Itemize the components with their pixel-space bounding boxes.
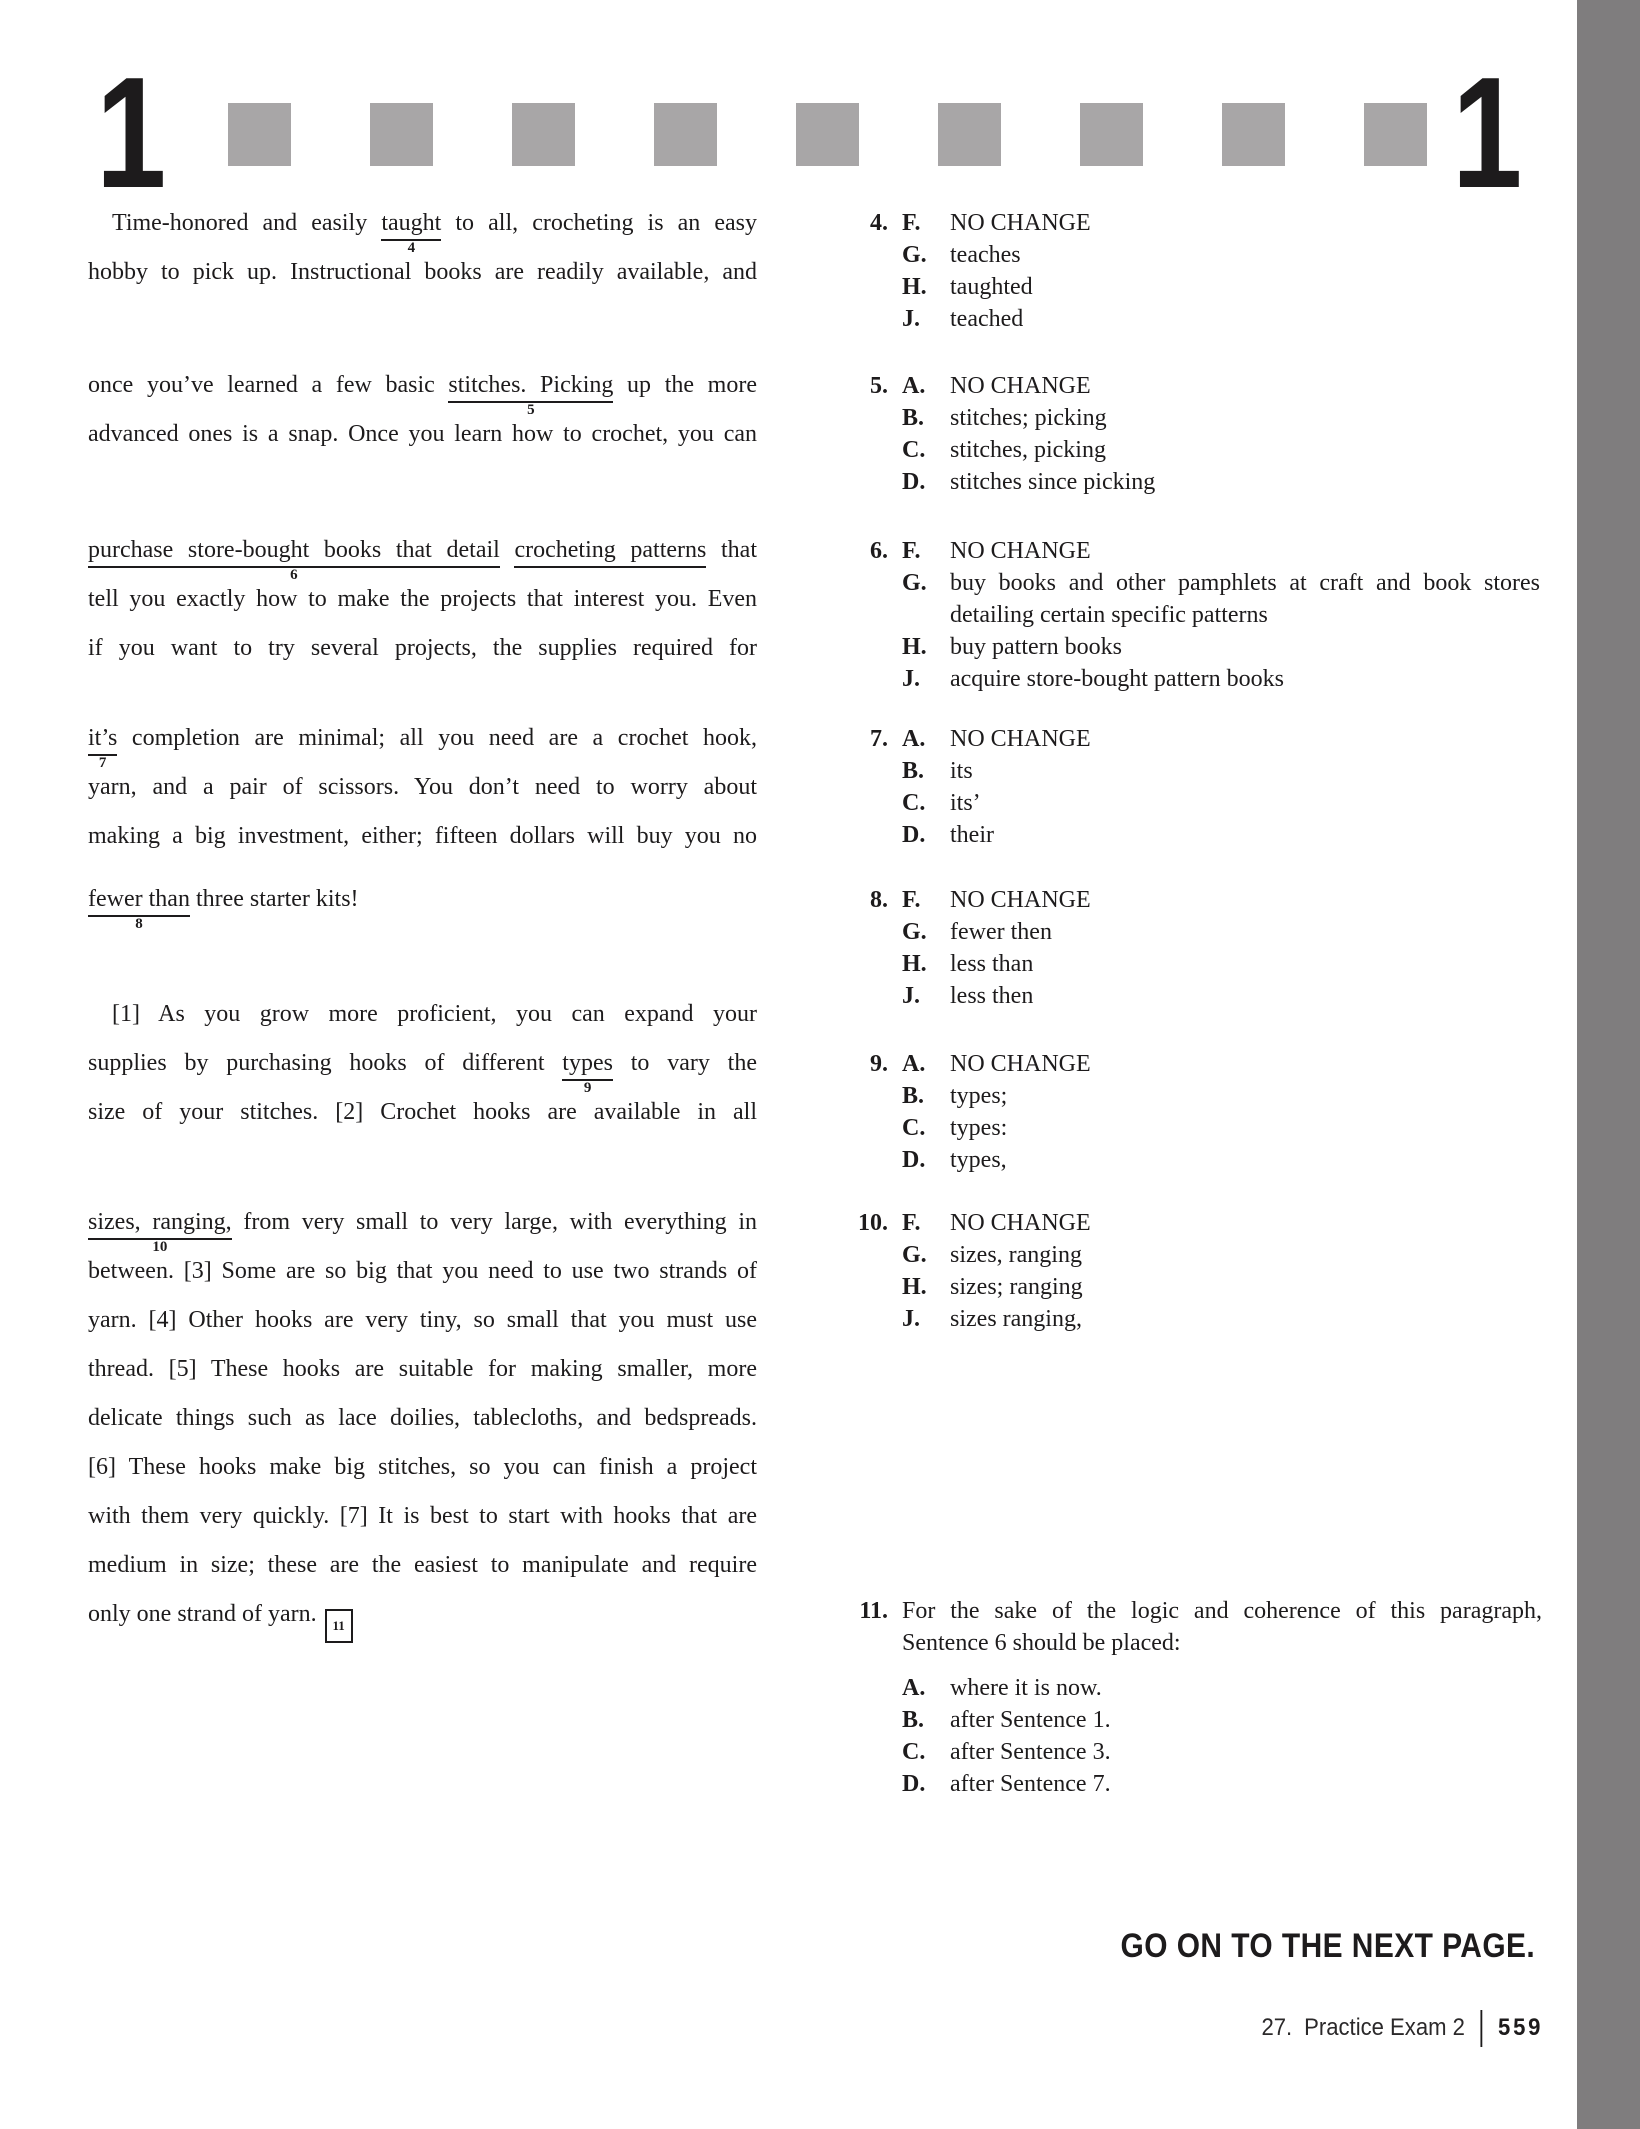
option-letter: A.	[902, 726, 926, 752]
passage-line: between. [3] Some are so big that you need to use two strands of	[88, 1258, 757, 1284]
passage-line: delicate things such as lace doilies, tablecloths, and bedspreads.	[88, 1405, 757, 1431]
question-number: 11.	[859, 1598, 888, 1624]
footer-divider	[1480, 2010, 1482, 2047]
option-letter: J.	[902, 666, 920, 692]
answer-option	[830, 1303, 1540, 1335]
option-text: fewer then	[950, 919, 1052, 945]
underlined-segment: types 9	[562, 1050, 613, 1096]
option-text: acquire store-bought pattern books	[950, 666, 1284, 692]
answer-option	[830, 980, 1540, 1012]
option-letter: J.	[902, 983, 920, 1009]
option-text: NO CHANGE	[950, 1210, 1091, 1236]
option-text: buy pattern books	[950, 634, 1122, 660]
option-letter: C.	[902, 437, 926, 463]
answer-option	[830, 1672, 1540, 1704]
question-number: 8.	[870, 887, 888, 913]
passage-line: purchase store-bought books that detail 6 crocheting patterns that	[88, 537, 757, 583]
question-number: 7.	[870, 726, 888, 752]
answer-option	[830, 948, 1540, 980]
question-11	[830, 1595, 1540, 1800]
option-text: after Sentence 3.	[950, 1739, 1111, 1765]
answer-option	[830, 1736, 1540, 1768]
passage-line: [1] As you grow more proficient, you can expand your	[112, 1001, 757, 1027]
option-text-line: detailing certain specific patterns	[950, 602, 1268, 628]
underline-number: 7	[98, 755, 107, 771]
option-letter: G.	[902, 1242, 927, 1268]
option-letter: B.	[902, 1707, 925, 1733]
header-square	[654, 103, 717, 166]
option-text: teached	[950, 306, 1024, 332]
header-square	[1364, 103, 1427, 166]
answer-option	[830, 303, 1540, 335]
options-list	[830, 370, 1540, 498]
options-list	[830, 207, 1540, 335]
option-text: sizes; ranging	[950, 1274, 1083, 1300]
go-on-instruction: GO ON TO THE NEXT PAGE.	[1120, 1927, 1535, 1965]
option-text: stitches; picking	[950, 405, 1107, 431]
passage-line: only one strand of yarn. 11	[88, 1590, 757, 1639]
options-list	[830, 884, 1540, 1012]
option-letter: D.	[902, 822, 926, 848]
answer-option	[830, 239, 1540, 271]
answer-option	[830, 631, 1540, 663]
answer-option	[830, 884, 1540, 916]
passage-line: tell you exactly how to make the projects that interest you. Even	[88, 586, 757, 612]
footer-page-line	[1261, 2008, 1543, 2048]
answer-option	[830, 819, 1540, 851]
header-square	[938, 103, 1001, 166]
option-text: types,	[950, 1147, 1007, 1173]
options-list	[830, 723, 1540, 851]
header-square	[512, 103, 575, 166]
answer-option	[830, 1048, 1540, 1080]
option-letter: D.	[902, 1147, 926, 1173]
passage-line: medium in size; these are the easiest to manipulate and require	[88, 1552, 757, 1578]
passage-line: yarn, and a pair of scissors. You don’t need to worry about	[88, 774, 757, 800]
question-number: 10.	[858, 1210, 888, 1236]
question-8	[830, 884, 1540, 1012]
answer-option	[830, 1768, 1540, 1800]
option-letter: A.	[902, 1051, 926, 1077]
option-text: where it is now.	[950, 1675, 1102, 1701]
option-text: less then	[950, 983, 1034, 1009]
option-text: NO CHANGE	[950, 373, 1091, 399]
underline-number: 8	[135, 916, 143, 932]
option-letter: F.	[902, 538, 921, 564]
question-4	[830, 207, 1540, 335]
header-square	[1222, 103, 1285, 166]
question-number: 9.	[870, 1051, 888, 1077]
option-text: their	[950, 822, 994, 848]
question-reference-box: 11	[325, 1609, 353, 1643]
option-text: stitches, picking	[950, 437, 1106, 463]
question-stem-line: For the sake of the logic and coherence of this paragraph,	[902, 1598, 1542, 1624]
question-number: 6.	[870, 538, 888, 564]
options-list	[830, 535, 1540, 695]
option-text: after Sentence 7.	[950, 1771, 1111, 1797]
question-9	[830, 1048, 1540, 1176]
answer-option	[830, 271, 1540, 303]
answer-option	[830, 1704, 1540, 1736]
option-letter: B.	[902, 1083, 925, 1109]
passage-line: if you want to try several projects, the supplies required for	[88, 635, 757, 661]
options-list	[830, 1207, 1540, 1335]
option-text: taughted	[950, 274, 1033, 300]
answer-option	[830, 663, 1540, 695]
option-text: sizes, ranging	[950, 1242, 1082, 1268]
passage-line: making a big investment, either; fifteen dollars will buy you no	[88, 823, 757, 849]
option-letter: C.	[902, 790, 926, 816]
question-number: 5.	[870, 373, 888, 399]
option-letter: A.	[902, 373, 926, 399]
option-letter: J.	[902, 1306, 920, 1332]
answer-option	[830, 402, 1540, 434]
option-text: less than	[950, 951, 1034, 977]
question-10	[830, 1207, 1540, 1335]
option-text	[950, 567, 1540, 631]
passage-line: size of your stitches. [2] Crochet hooks are available in all	[88, 1099, 757, 1125]
underlined-segment: sizes, ranging, 10	[88, 1209, 232, 1255]
question-number: 4.	[870, 210, 888, 236]
option-letter: H.	[902, 634, 927, 660]
answer-option	[830, 916, 1540, 948]
passage-line: fewer than 8 three starter kits!	[88, 886, 359, 932]
passage-line: with them very quickly. [7] It is best to start with hooks that are	[88, 1503, 757, 1529]
option-text: its’	[950, 790, 981, 816]
option-letter: J.	[902, 306, 920, 332]
underlined-segment: fewer than 8	[88, 886, 190, 932]
header-square	[796, 103, 859, 166]
option-letter: F.	[902, 1210, 921, 1236]
option-text: teaches	[950, 242, 1021, 268]
header-square	[1080, 103, 1143, 166]
page-edge-bar	[1577, 0, 1640, 2129]
underline-number: 6	[290, 567, 298, 583]
option-text-line: buy books and other pamphlets at craft and book stores	[950, 570, 1540, 596]
answer-option	[830, 434, 1540, 466]
passage-line: thread. [5] These hooks are suitable for making smaller, more	[88, 1356, 757, 1382]
answer-option	[830, 370, 1540, 402]
passage-line: Time-honored and easily taught 4 to all, crocheting is an easy	[112, 210, 758, 256]
option-letter: D.	[902, 469, 926, 495]
option-text: its	[950, 758, 973, 784]
option-letter: H.	[902, 274, 927, 300]
passage-line: hobby to pick up. Instructional books are readily available, and	[88, 259, 757, 285]
passage-line: advanced ones is a snap. Once you learn how to crochet, you can	[88, 421, 757, 447]
underlined-segment: it’s 7	[88, 725, 118, 771]
answer-option	[830, 207, 1540, 239]
answer-option	[830, 535, 1540, 567]
passage-group	[88, 361, 757, 459]
underline-number: 10	[152, 1239, 168, 1255]
question-stem-line: Sentence 6 should be placed:	[902, 1630, 1181, 1656]
answer-option	[830, 755, 1540, 787]
option-letter: C.	[902, 1739, 926, 1765]
passage-group	[88, 875, 757, 932]
section-number-left: 1	[96, 45, 167, 221]
passage-line: once you’ve learned a few basic stitches. Picking 5 up the more	[88, 372, 757, 418]
underlined-segment: stitches. Picking 5	[448, 372, 614, 418]
option-letter: G.	[902, 570, 927, 596]
option-text: stitches since picking	[950, 469, 1156, 495]
question-5	[830, 370, 1540, 498]
underlined-segment: crocheting patterns	[514, 537, 706, 568]
option-text: NO CHANGE	[950, 538, 1091, 564]
option-text: types:	[950, 1115, 1008, 1141]
options-list	[830, 1048, 1540, 1176]
option-text: after Sentence 1.	[950, 1707, 1111, 1733]
option-text: types;	[950, 1083, 1008, 1109]
option-text: NO CHANGE	[950, 210, 1091, 236]
option-text: NO CHANGE	[950, 887, 1091, 913]
question-7	[830, 723, 1540, 851]
answer-option	[830, 567, 1540, 631]
answer-option	[830, 466, 1540, 498]
passage-group	[88, 199, 757, 297]
option-text: NO CHANGE	[950, 726, 1091, 752]
option-letter: F.	[902, 887, 921, 913]
option-letter: F.	[902, 210, 921, 236]
options-list	[830, 1672, 1540, 1800]
answer-option	[830, 1144, 1540, 1176]
option-letter: G.	[902, 919, 927, 945]
chapter-title: Practice Exam 2	[1304, 2014, 1465, 2041]
passage-group	[88, 1198, 757, 1639]
option-letter: A.	[902, 1675, 926, 1701]
passage-line: [6] These hooks make big stitches, so you can finish a project	[88, 1454, 757, 1480]
passage-line: sizes, ranging, 10 from very small to very large, with everything in	[88, 1209, 758, 1255]
passage-group	[88, 990, 757, 1137]
answer-option	[830, 787, 1540, 819]
passage-line: supplies by purchasing hooks of different types 9 to vary the	[88, 1050, 757, 1096]
option-letter: D.	[902, 1771, 926, 1797]
page-number: 559	[1497, 2014, 1543, 2041]
header-square	[370, 103, 433, 166]
answer-option	[830, 1112, 1540, 1144]
passage-line: yarn. [4] Other hooks are very tiny, so small that you must use	[88, 1307, 757, 1333]
question-stem	[902, 1595, 1542, 1659]
option-text: sizes ranging,	[950, 1306, 1082, 1332]
underlined-segment: taught 4	[381, 210, 442, 256]
question-6	[830, 535, 1540, 695]
answer-option	[830, 1239, 1540, 1271]
underline-number: 4	[407, 240, 416, 256]
answer-option	[830, 1207, 1540, 1239]
passage-group	[88, 526, 757, 673]
answer-option	[830, 1080, 1540, 1112]
option-letter: B.	[902, 758, 925, 784]
underline-number: 9	[583, 1080, 592, 1096]
chapter-number: 27.	[1261, 2014, 1293, 2041]
option-letter: B.	[902, 405, 925, 431]
option-letter: C.	[902, 1115, 926, 1141]
underlined-segment: purchase store-bought books that detail 6	[88, 537, 500, 583]
answer-option	[830, 1271, 1540, 1303]
header-square	[228, 103, 291, 166]
section-number-right: 1	[1452, 45, 1523, 221]
option-text: NO CHANGE	[950, 1051, 1091, 1077]
passage-line: it’s 7 completion are minimal; all you need are a crochet hook,	[88, 725, 757, 771]
underline-number: 5	[527, 402, 535, 418]
option-letter: G.	[902, 242, 927, 268]
passage-group	[88, 714, 757, 861]
answer-option	[830, 723, 1540, 755]
option-letter: H.	[902, 951, 927, 977]
option-letter: H.	[902, 1274, 927, 1300]
